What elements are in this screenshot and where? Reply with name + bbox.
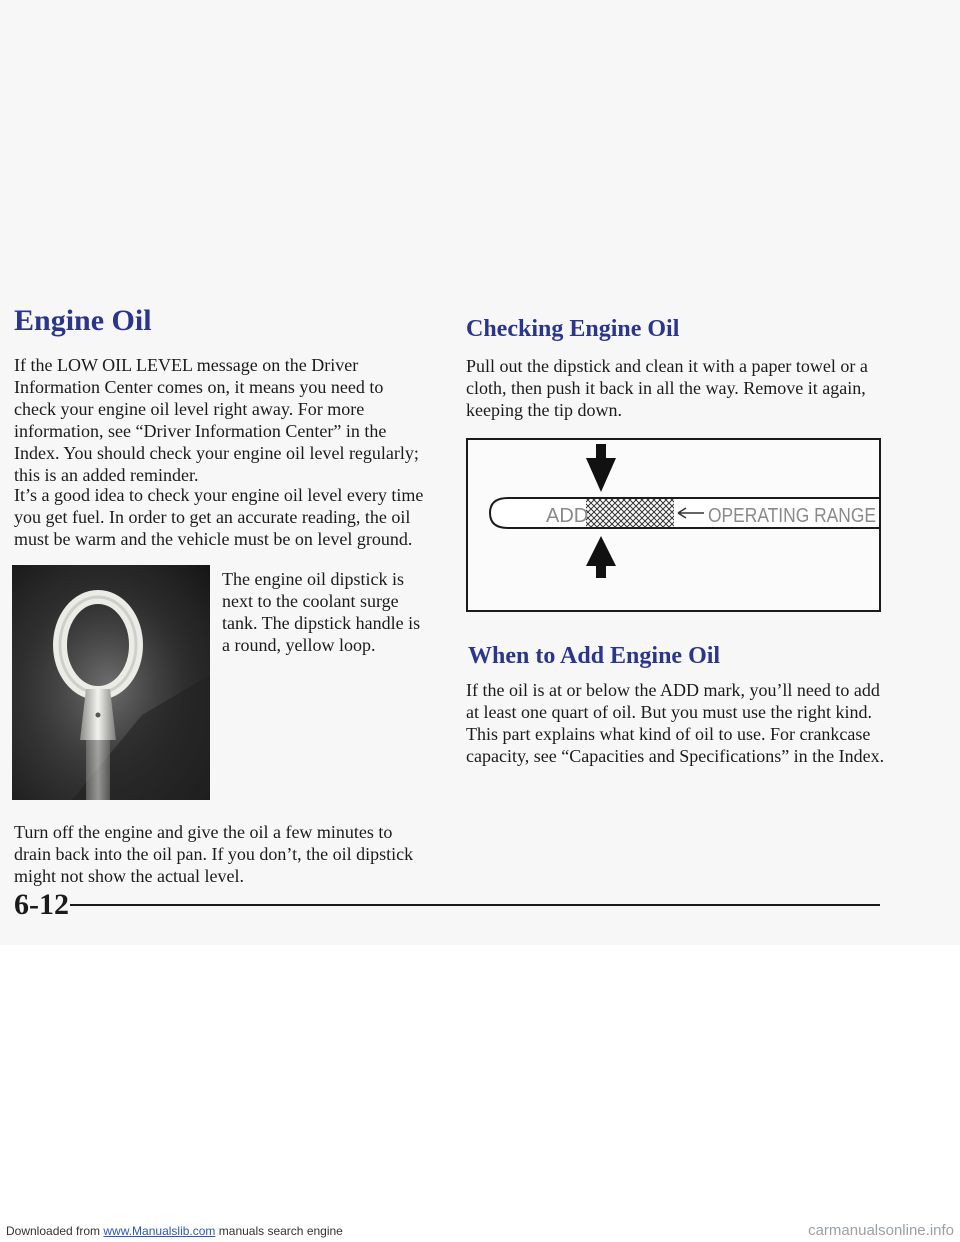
when-to-add-paragraph: If the oil is at or below the ADD mark, you’ll need to add at least one quart of oil. But you must use the right kind. This part explains what kind of oil to use. For crankcase capacity, see “Capacities and Specifications” in the Index.	[466, 680, 885, 766]
dipstick-diagram	[466, 438, 881, 612]
download-footer	[0, 1222, 960, 1242]
dipstick-handle-illustration	[12, 565, 210, 800]
when-to-add-heading: When to Add Engine Oil	[468, 643, 721, 669]
page-number: 6-12	[14, 888, 69, 921]
add-mark-label: ADD	[546, 505, 589, 527]
footer-rule	[70, 904, 880, 906]
checking-engine-oil-heading: Checking Engine Oil	[466, 316, 680, 342]
operating-range-label: OPERATING RANGE	[708, 505, 876, 527]
turn-off-engine-paragraph: Turn off the engine and give the oil a few minutes to drain back into the oil pan. If you don’t, the oil dipstick might not show the actual level.	[14, 822, 414, 886]
dipstick-handle-photo	[12, 565, 210, 800]
up-arrow-icon	[586, 536, 616, 566]
dipstick-diagram-drawing	[468, 440, 879, 610]
download-suffix: manuals search engine	[215, 1224, 343, 1238]
site-watermark: carmanualsonline.info	[808, 1222, 954, 1239]
download-prefix: Downloaded from	[6, 1224, 104, 1238]
engine-oil-heading: Engine Oil	[14, 304, 152, 337]
check-oil-paragraph: It’s a good idea to check your engine oil level every time you get fuel. In order to get an accurate reading, the oil must be warm and the vehicle must be on level ground.	[14, 485, 424, 549]
pull-dipstick-paragraph: Pull out the dipstick and clean it with a paper towel or a cloth, then push it back in all the way. Remove it again, keeping the tip down.	[466, 356, 868, 420]
dipstick-caption: The engine oil dipstick is next to the coolant surge tank. The dipstick handle is a round, yellow loop.	[222, 569, 421, 655]
down-arrow-icon	[586, 458, 616, 492]
manualslib-link[interactable]: www.Manualslib.com	[103, 1224, 216, 1238]
low-oil-paragraph: If the LOW OIL LEVEL message on the Driver Information Center comes on, it means you need to check your engine oil level right away. For more information, see “Driver Information Center” in the Index. You should check your engine oil level regularly; this is an added reminder.	[14, 355, 419, 485]
download-note	[6, 1224, 343, 1238]
